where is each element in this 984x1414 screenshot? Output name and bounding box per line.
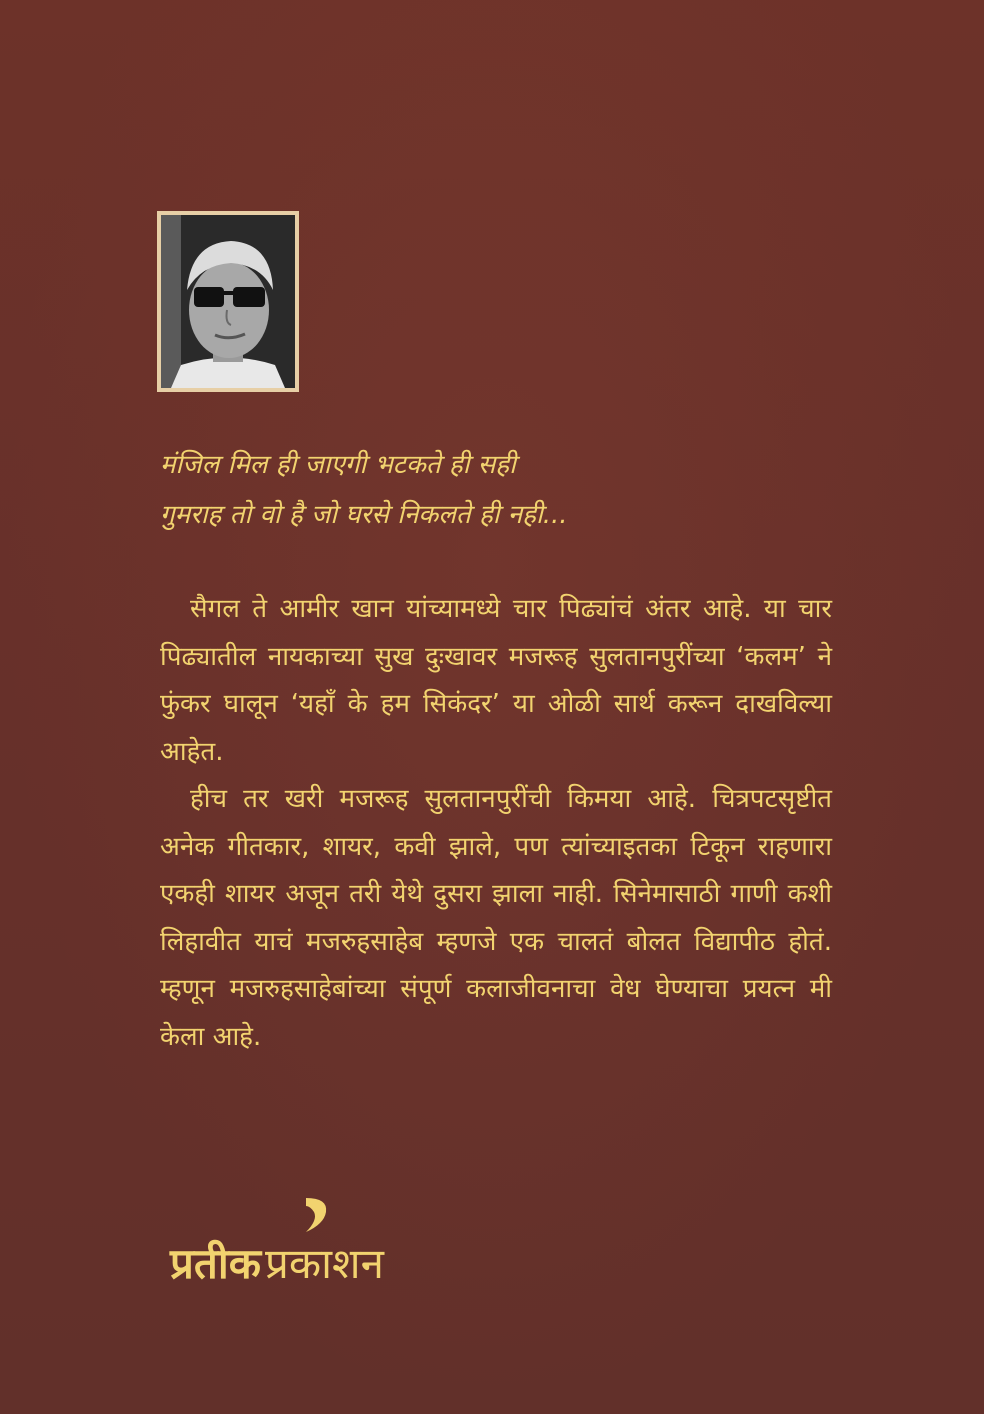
publisher-name-light: प्रकाशन xyxy=(264,1239,384,1288)
portrait-illustration xyxy=(161,215,295,388)
publisher-name xyxy=(170,1234,384,1294)
author-photo xyxy=(157,211,299,392)
paragraph-1: सैगल ते आमीर खान यांच्यामध्ये चार पिढ्यांचं अंतर आहे. या चार पिढ्यातील नायकाच्या सुख दुःखावर मजरूह सुलतानपुरींच्या ‘कलम’ ने फुंकर घालून ‘यहाँ के हम सिकंदर’ या ओळी सार्थ करून दाखविल्या आहेत. xyxy=(160,594,832,767)
publisher-name-bold: प्रतीक xyxy=(170,1239,261,1288)
couplet-line-1: मंजिल मिल ही जाएगी भटकते ही सही xyxy=(160,450,516,480)
couplet xyxy=(160,440,880,540)
publisher-logo xyxy=(170,1194,490,1304)
couplet-line-2: गुमराह तो वो है जो घरसे निकलते ही नही... xyxy=(160,500,568,530)
publisher-logo-icon xyxy=(300,1194,330,1234)
paragraph-2: हीच तर खरी मजरूह सुलतानपुरींची किमया आहे. चित्रपटसृष्टीत अनेक गीतकार, शायर, कवी झाले, पण त्यांच्याइतका टिकून राहणारा एकही शायर अजून तरी येथे दुसरा झाला नाही. सिनेमासाठी गाणी कशी लिहावीत याचं मजरुहसाहेब म्हणजे एक चालतं बोलत विद्यापीठ होतं. म्हणून मजरुहसाहेबांच्या संपूर्ण कलाजीवनाचा वेध घेण्याचा प्रयत्न मी केला आहे. xyxy=(160,784,832,1052)
author-photo-image xyxy=(161,215,295,388)
blurb xyxy=(160,586,832,1061)
